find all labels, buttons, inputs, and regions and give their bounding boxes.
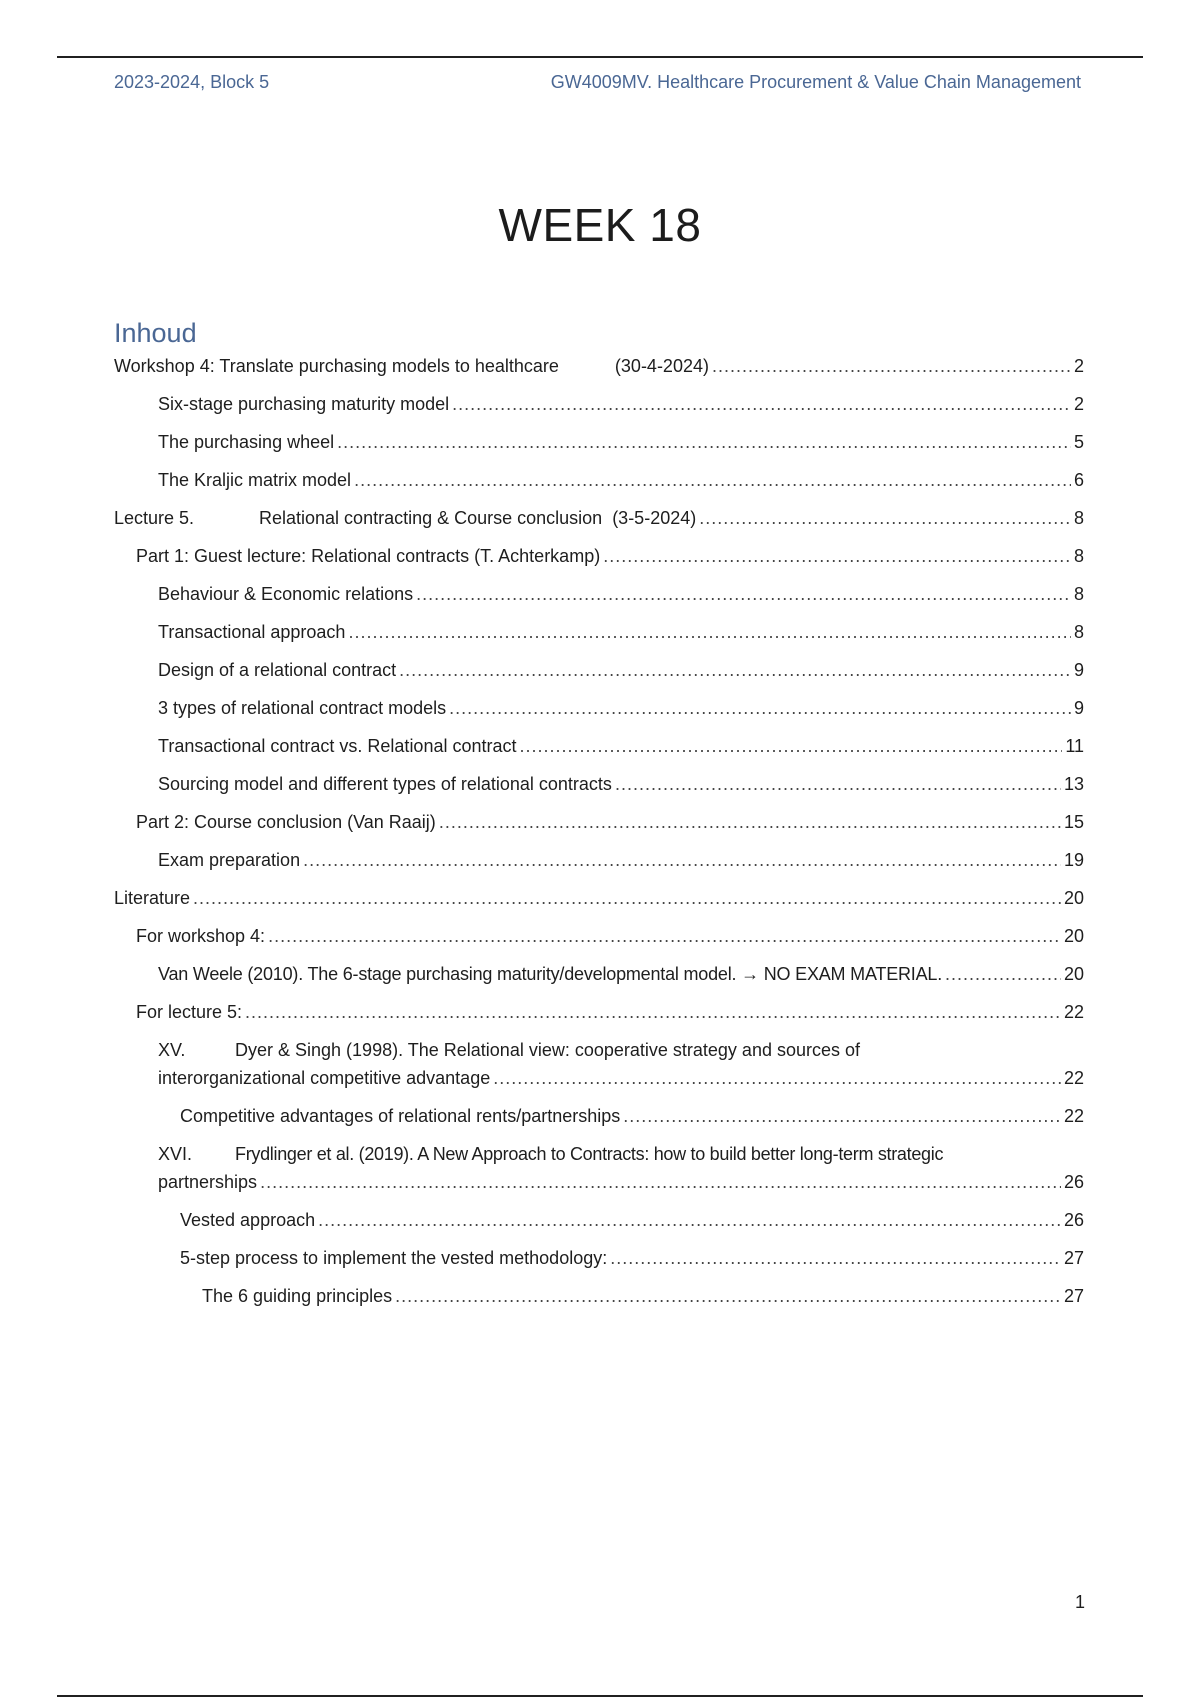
toc-entry-page[interactable]: 5 [1073, 432, 1084, 452]
dot-leader [449, 697, 1071, 719]
dot-leader [348, 621, 1071, 643]
toc-entry-page[interactable]: 2 [1073, 394, 1084, 414]
toc-entry[interactable] [114, 431, 1084, 453]
toc-entry-title[interactable]: Vested approach [180, 1210, 316, 1230]
toc-entry[interactable] [114, 507, 1084, 529]
dot-leader [615, 773, 1061, 795]
toc-heading: Inhoud [114, 318, 197, 348]
toc-entry-title[interactable]: partnerships [158, 1172, 258, 1192]
toc-entry-title[interactable]: interorganizational competitive advantage [158, 1068, 491, 1088]
toc-entry-page[interactable]: 20 [1063, 964, 1084, 984]
toc-entry[interactable] [114, 583, 1084, 605]
header-term: 2023-2024, Block 5 [114, 72, 270, 92]
toc-entry-page[interactable]: 2 [1073, 356, 1084, 376]
toc-entry-page[interactable]: 13 [1063, 774, 1084, 794]
toc-entry-page[interactable]: 22 [1063, 1002, 1084, 1022]
toc-entry-page[interactable]: 8 [1073, 508, 1084, 528]
toc-entry-page[interactable]: 22 [1063, 1068, 1084, 1088]
toc-entry-title[interactable]: Competitive advantages of relational rents/partnerships [180, 1106, 621, 1126]
toc-entry[interactable] [114, 1143, 1084, 1193]
toc-entry[interactable] [114, 1247, 1084, 1269]
toc-entry[interactable] [114, 887, 1084, 909]
toc-entry[interactable] [114, 849, 1084, 871]
toc-entry-title[interactable]: Sourcing model and different types of relational contracts [158, 774, 612, 794]
toc-entry[interactable] [114, 469, 1084, 491]
toc-entry-title[interactable]: The 6 guiding principles [202, 1286, 393, 1306]
toc-entry-title-line1[interactable]: Dyer & Singh (1998). The Relational view: cooperative strategy and sources of [235, 1040, 860, 1060]
toc-entry-page[interactable]: 8 [1073, 584, 1084, 604]
dot-leader [520, 735, 1063, 757]
toc-entry-label[interactable]: XVI. [158, 1144, 193, 1164]
toc-entry-title[interactable]: Design of a relational contract [158, 660, 397, 680]
toc-entry-title[interactable]: Part 1: Guest lecture: Relational contracts (T. Achterkamp) [136, 546, 601, 566]
dot-leader [945, 963, 1061, 985]
toc-entry-title[interactable]: 5-step process to implement the vested methodology: [180, 1248, 608, 1268]
toc-entry-page[interactable]: 19 [1063, 850, 1084, 870]
header-rule [57, 56, 1143, 58]
dot-leader [439, 811, 1061, 833]
toc-entry-title[interactable]: For lecture 5: [136, 1002, 243, 1022]
dot-leader [712, 355, 1071, 377]
toc-entry-title[interactable]: For workshop 4: [136, 926, 266, 946]
toc-entry-page[interactable]: 20 [1063, 888, 1084, 908]
dot-leader [337, 431, 1071, 453]
toc-entry-title[interactable]: The purchasing wheel [158, 432, 335, 452]
dot-leader [354, 469, 1071, 491]
toc-entry-page[interactable]: 9 [1073, 660, 1084, 680]
toc-entry-page[interactable]: 11 [1065, 736, 1084, 756]
toc-entry-title[interactable]: Part 2: Course conclusion (Van Raaij) [136, 812, 436, 832]
toc-entry[interactable] [114, 621, 1084, 643]
dot-leader [268, 925, 1061, 947]
toc-entry-page[interactable]: 22 [1063, 1106, 1084, 1126]
toc-entry[interactable] [114, 355, 1084, 377]
toc-entry-page[interactable]: 27 [1063, 1248, 1084, 1268]
toc-entry-page[interactable]: 26 [1063, 1210, 1084, 1230]
dot-leader [416, 583, 1071, 605]
dot-leader [245, 1001, 1061, 1023]
toc-entry[interactable] [114, 1209, 1084, 1231]
toc-entry[interactable] [114, 773, 1084, 795]
toc-entry-page[interactable]: 9 [1073, 698, 1084, 718]
toc-entry-title[interactable]: Literature [114, 888, 191, 908]
dot-leader [395, 1285, 1061, 1307]
toc-entry-title[interactable]: Transactional approach [158, 622, 346, 642]
toc-entry-title[interactable]: 3 types of relational contract models [158, 698, 447, 718]
dot-leader [193, 887, 1061, 909]
toc-entry[interactable] [114, 659, 1084, 681]
toc-entry[interactable] [114, 697, 1084, 719]
toc-entry-title[interactable]: Behaviour & Economic relations [158, 584, 414, 604]
toc-entry-page[interactable]: 8 [1073, 546, 1084, 566]
dot-leader [610, 1247, 1061, 1269]
dot-leader [452, 393, 1071, 415]
toc-entry[interactable] [114, 1001, 1084, 1023]
toc-entry-title[interactable]: Relational contracting & Course conclusion [259, 508, 603, 528]
dot-leader [603, 545, 1071, 567]
toc-entry-page[interactable]: 27 [1063, 1286, 1084, 1306]
toc-entry-title-line1[interactable]: Frydlinger et al. (2019). A New Approach to Contracts: how to build better long-term strategic [235, 1144, 944, 1164]
toc-entry[interactable] [114, 811, 1084, 833]
toc-entry[interactable] [114, 1039, 1084, 1089]
page-number: 1 [1074, 1592, 1085, 1612]
toc-entry-page[interactable]: 6 [1073, 470, 1084, 490]
dot-leader [260, 1171, 1061, 1193]
page-title: WEEK 18 [498, 199, 702, 251]
toc-entry[interactable] [114, 1105, 1084, 1127]
toc-entry-title[interactable]: Workshop 4: Translate purchasing models to healthcare [114, 356, 559, 376]
toc-entry-title[interactable]: Transactional contract vs. Relational contract [158, 736, 517, 756]
dot-leader [699, 507, 1071, 529]
toc-entry-date[interactable]: (3-5-2024) [612, 508, 697, 528]
toc-entry-title[interactable]: Van Weele (2010). The 6-stage purchasing maturity/developmental model. → NO EXAM MATERIAL. [158, 964, 943, 984]
toc-entry[interactable] [114, 735, 1084, 757]
dot-leader [623, 1105, 1061, 1127]
toc-entry[interactable] [114, 925, 1084, 947]
toc-entry-page[interactable]: 26 [1063, 1172, 1084, 1192]
footer-rule [57, 1695, 1143, 1697]
toc-entry-title[interactable]: Exam preparation [158, 850, 301, 870]
toc-entry-title[interactable]: Six-stage purchasing maturity model [158, 394, 450, 414]
toc-entry[interactable] [114, 545, 1084, 567]
dot-leader [303, 849, 1061, 871]
dot-leader [318, 1209, 1061, 1231]
toc-entry-page[interactable]: 8 [1073, 622, 1084, 642]
toc-entry[interactable] [114, 1285, 1084, 1307]
header-course: GW4009MV. Healthcare Procurement & Value Chain Management [550, 72, 1081, 92]
toc-entry-label[interactable]: XV. [158, 1040, 186, 1060]
dot-leader [399, 659, 1071, 681]
toc-entry[interactable] [114, 963, 1084, 985]
toc-entry-page[interactable]: 15 [1063, 812, 1084, 832]
toc-entry-title[interactable]: The Kraljic matrix model [158, 470, 352, 490]
toc-entry-date[interactable]: (30-4-2024) [614, 356, 709, 376]
toc-entry-label[interactable]: Lecture 5. [114, 508, 195, 528]
dot-leader [493, 1067, 1061, 1089]
toc-entry-page[interactable]: 20 [1063, 926, 1084, 946]
toc-entry[interactable] [114, 393, 1084, 415]
table-of-contents [114, 355, 1084, 1323]
